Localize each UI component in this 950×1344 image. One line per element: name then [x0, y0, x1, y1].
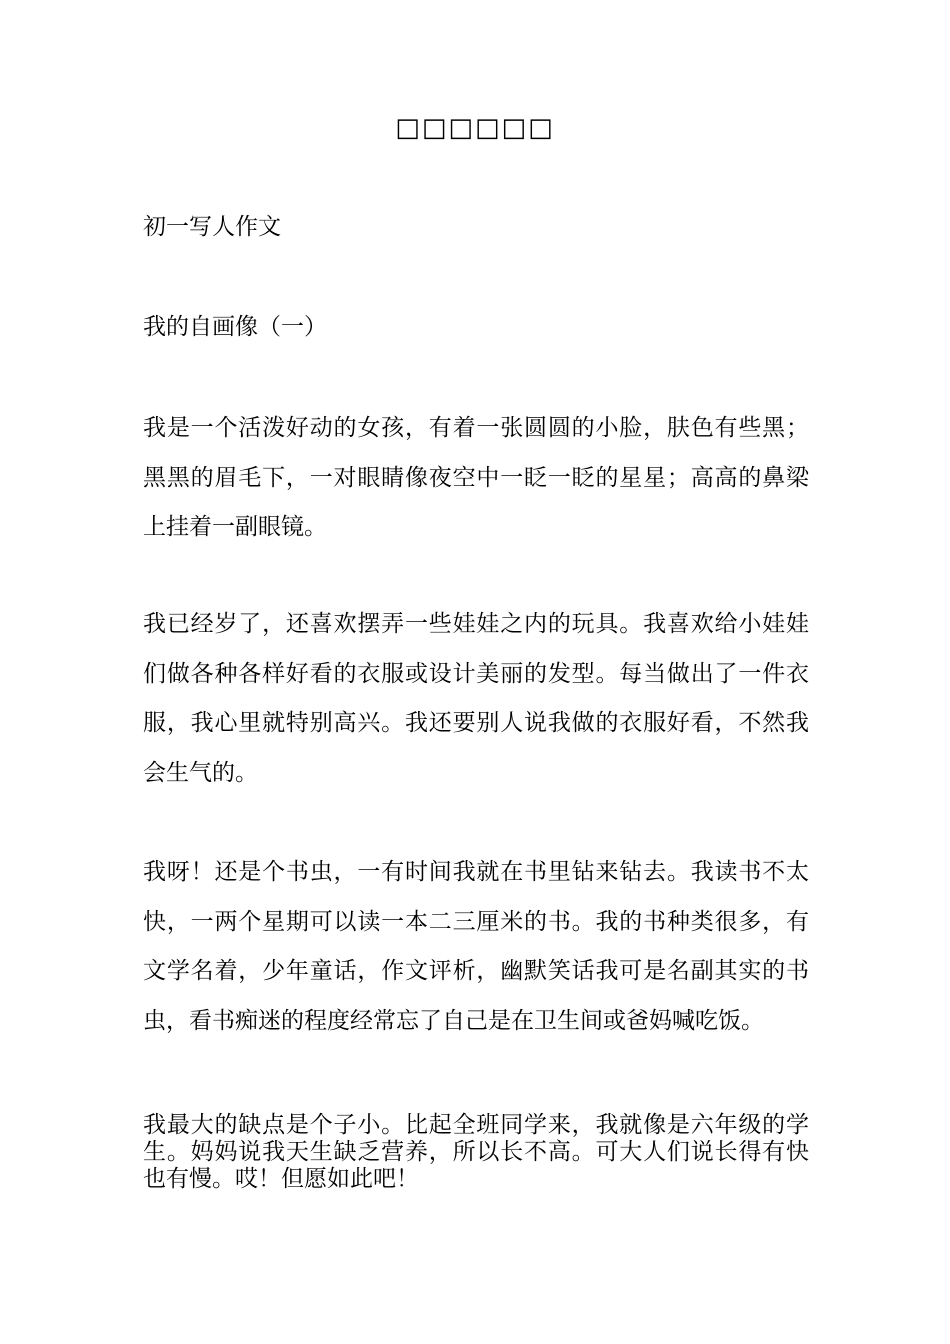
paragraph-bookworm: 我呀！还是个书虫，一有时间我就在书里钻来钻去。我读书不太快，一两个星期可以读一本二三厘米的书。我的书种类很多，有文学名着，少年童话，作文评析，幽默笑话我可是名副其实的书虫，看书痴迷的程度经常忘了自己是在卫生间或爸妈喊吃饭。: [143, 859, 809, 1034]
paragraph-hobby-dolls: 我已经岁了，还喜欢摆弄一些娃娃之内的玩具。我喜欢给小娃娃们做各种各样好看的衣服或设计美丽的发型。每当做出了一件衣服，我心里就特别高兴。我还要别人说我做的衣服好看，不然我会生气的。: [143, 611, 809, 786]
paragraph-appearance: 我是一个活泼好动的女孩，有着一张圆圆的小脸，肤色有些黑；黑黑的眉毛下，一对眼睛像夜空中一眨一眨的星星；高高的鼻梁上挂着一副眼镜。: [143, 415, 809, 540]
essay-subtitle: 我的自画像（一）: [143, 314, 327, 340]
essay-category: 初一写人作文: [143, 214, 281, 240]
paragraph-shortcoming: 我最大的缺点是个子小。比起全班同学来，我就像是六年级的学生。妈妈说我天生缺乏营养，所以长不高。可大人们说长得有快也有慢。哎！但愿如此吧！: [143, 1112, 809, 1192]
document-title: □□□□□□: [395, 113, 555, 143]
